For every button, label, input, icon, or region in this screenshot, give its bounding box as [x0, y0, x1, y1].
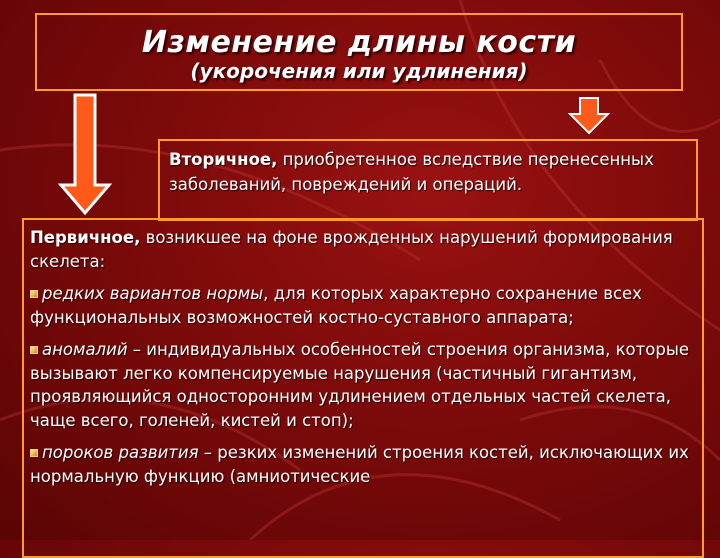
- bullet-icon: [30, 346, 38, 354]
- list-item-term: редких вариантов нормы: [42, 284, 264, 303]
- bullet-icon: [30, 449, 38, 457]
- page-subtitle: (укорочения или удлинения): [190, 59, 528, 83]
- page-title: Изменение длины кости: [141, 25, 577, 60]
- secondary-text: приобретенное вследствие перенесенных заболеваний, повреждений и операций.: [169, 150, 654, 194]
- secondary-lead: Вторичное,: [169, 150, 278, 169]
- list-item: [30, 282, 694, 329]
- primary-box: [22, 218, 704, 558]
- list-item-text: – индивидуальных особенностей строения организма, которые вызывают легко компенсируемые нарушения (частичный гигантизм, проявляющийся односторонним удлинением отдельных частей скелета, чаще всего, голеней, кистей и стоп);: [30, 340, 690, 430]
- secondary-box: [158, 139, 698, 221]
- bullet-icon: [30, 290, 38, 298]
- primary-text: возникшее на фоне врожденных нарушений формирования скелета:: [30, 228, 673, 271]
- title-box: [35, 13, 683, 91]
- arrow-down-left-icon: [57, 93, 113, 217]
- primary-intro: [30, 226, 694, 273]
- primary-lead: Первичное,: [30, 228, 141, 247]
- list-item-term: пороков развития: [42, 443, 199, 462]
- arrow-down-right-icon: [568, 96, 610, 136]
- list-item: [30, 441, 694, 488]
- list-item: [30, 338, 694, 432]
- list-item-text: – резких изменений строения костей, исключающих их нормальную функцию (амниотические: [30, 443, 689, 486]
- list-item-text: , для которых характерно сохранение всех функциональных возможностей костно-суставного аппарата;: [30, 284, 642, 327]
- list-item-term: аномалий: [42, 340, 128, 359]
